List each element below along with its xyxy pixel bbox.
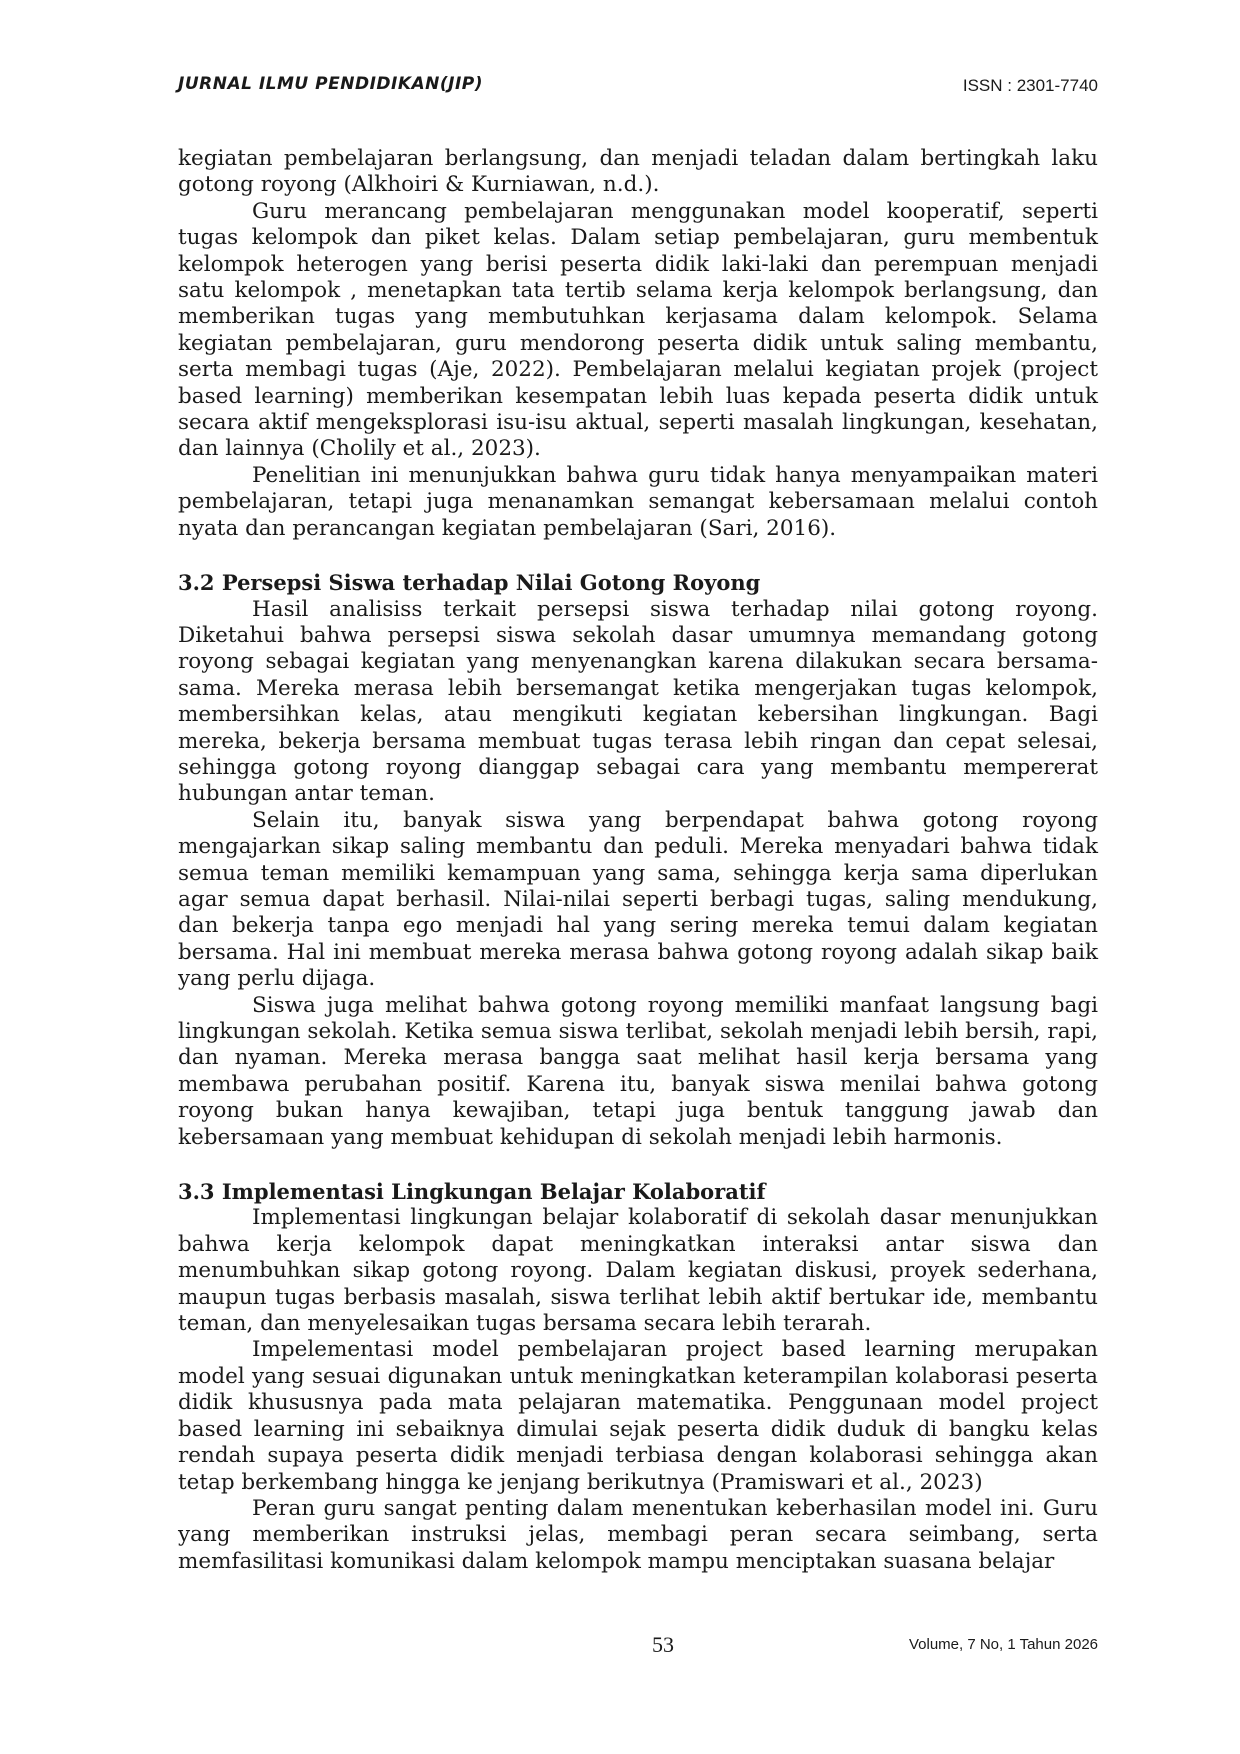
issn-label: ISSN : 2301-7740 [962, 76, 1098, 95]
paragraph-guru-merancang: Guru merancang pembelajaran menggunakan model kooperatif, seperti tugas kelompok dan piket kelas. Dalam setiap pembelajaran, guru membentuk kelompok heterogen yang berisi peserta didik laki-laki dan perempuan menjadi satu kelompok , menetapkan tata tertib selama kerja kelompok berlangsung, dan memberikan tugas yang membutuhkan kerjasama dalam kelompok. Selama kegiatan pembelajaran, guru mendorong peserta didik untuk saling membantu, serta membagi tugas (Aje, 2022). Pembelajaran melalui kegiatan projek (project based learning) memberikan kesempatan lebih luas kepada peserta didik untuk secara aktif mengeksplorasi isu-isu aktual, seperti masalah lingkungan, kesehatan, dan lainnya (Cholily et al., 2023). [178, 198, 1098, 462]
article-body [178, 146, 1098, 1575]
paragraph-peran: Peran guru sangat penting dalam menentukan keberhasilan model ini. Guru yang memberikan instruksi jelas, membagi peran secara seimbang, serta memfasilitasi komunikasi dalam kelompok mampu menciptakan suasana belajar [178, 1495, 1098, 1574]
paragraph-implementasi: Implementasi lingkungan belajar kolaboratif di sekolah dasar menunjukkan bahwa kerja kelompok dapat meningkatkan interaksi antar siswa dan menumbuhkan sikap gotong royong. Dalam kegiatan diskusi, proyek sederhana, maupun tugas berbasis masalah, siswa terlihat lebih aktif bertukar ide, membantu teman, dan menyelesaikan tugas bersama secara lebih terarah. [178, 1205, 1098, 1337]
paragraph-continued: kegiatan pembelajaran berlangsung, dan menjadi teladan dalam bertingkah laku gotong royong (Alkhoiri & Kurniawan, n.d.). [178, 146, 1098, 198]
volume-label: Volume, 7 No, 1 Tahun 2026 [908, 1636, 1098, 1653]
page-number: 53 [652, 1632, 674, 1657]
paragraph-selain: Selain itu, banyak siswa yang berpendapat bahwa gotong royong mengajarkan sikap saling membantu dan peduli. Mereka menyadari bahwa tidak semua teman memiliki kemampuan yang sama, sehingga kerja sama diperlukan agar semua dapat berhasil. Nilai-nilai seperti berbagi tugas, saling mendukung, dan bekerja tanpa ego menjadi hal yang sering mereka temui dalam kegiatan bersama. Hal ini membuat mereka merasa bahwa gotong royong adalah sikap baik yang perlu dijaga. [178, 807, 1098, 992]
paragraph-penelitian: Penelitian ini menunjukkan bahwa guru tidak hanya menyampaikan materi pembelajaran, tetapi juga menanamkan semangat kebersamaan melalui contoh nyata dan perancangan kegiatan pembelajaran (Sari, 2016). [178, 462, 1098, 541]
section-heading-3-2: 3.2 Persepsi Siswa terhadap Nilai Gotong Royong [178, 570, 761, 596]
journal-title: JURNAL ILMU PENDIDIKAN(JIP) [178, 74, 484, 94]
section-heading-3-3: 3.3 Implementasi Lingkungan Belajar Kolaboratif [178, 1179, 766, 1205]
paragraph-impelementasi: Impelementasi model pembelajaran project based learning merupakan model yang sesuai digunakan untuk meningkatkan keterampilan kolaborasi peserta didik khususnya pada mata pelajaran matematika. Penggunaan model project based learning ini sebaiknya dimulai sejak peserta didik duduk di bangku kelas rendah supaya peserta didik menjadi terbiasa dengan kolaborasi sehingga akan tetap berkembang hingga ke jenjang berikutnya (Pramiswari et al., 2023) [178, 1337, 1098, 1495]
paragraph-hasil: Hasil analisiss terkait persepsi siswa terhadap nilai gotong royong. Diketahui bahwa persepsi siswa sekolah dasar umumnya memandang gotong royong sebagai kegiatan yang menyenangkan karena dilakukan secara bersama-sama. Mereka merasa lebih bersemangat ketika mengerjakan tugas kelompok, membersihkan kelas, atau mengikuti kegiatan kebersihan lingkungan. Bagi mereka, bekerja bersama membuat tugas terasa lebih ringan dan cepat selesai, sehingga gotong royong dianggap sebagai cara yang membantu mempererat hubungan antar teman. [178, 596, 1098, 807]
paragraph-siswa: Siswa juga melihat bahwa gotong royong memiliki manfaat langsung bagi lingkungan sekolah. Ketika semua siswa terlibat, sekolah menjadi lebih bersih, rapi, dan nyaman. Mereka merasa bangga saat melihat hasil kerja bersama yang membawa perubahan positif. Karena itu, banyak siswa menilai bahwa gotong royong bukan hanya kewajiban, tetapi juga bentuk tanggung jawab dan kebersamaan yang membuat kehidupan di sekolah menjadi lebih harmonis. [178, 992, 1098, 1150]
